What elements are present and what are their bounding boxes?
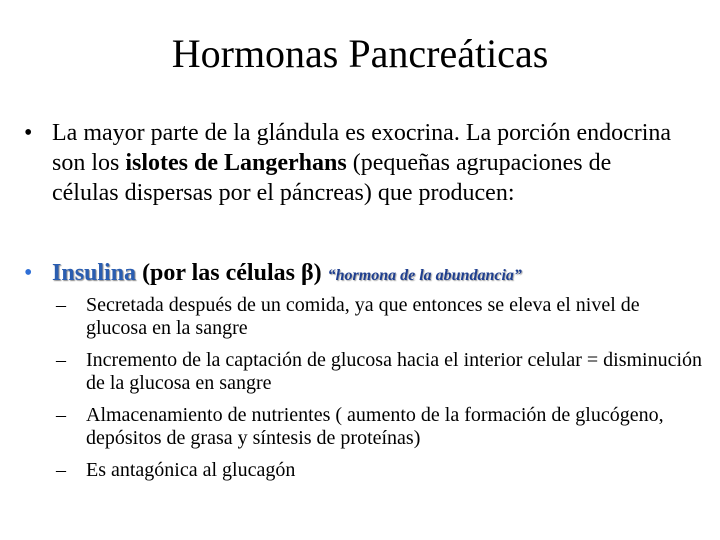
bullet-text-part2: (pequeñas agrupaciones de células dispersas por el páncreas) que producen: xyxy=(52,150,612,206)
list-item xyxy=(52,294,704,340)
dash-marker: – xyxy=(56,459,66,481)
list-item-text: Secretada después de un comida, ya que entonces se eleva el nivel de glucosa en la sangre xyxy=(86,294,640,339)
bullet-insulina xyxy=(24,258,674,291)
list-item-text: Es antagónica al glucagón xyxy=(86,459,296,481)
dash-marker: – xyxy=(56,404,66,426)
bullet-marker: • xyxy=(24,120,33,146)
list-item-text: Almacenamiento de nutrientes ( aumento de la formación de glucógeno, depósitos de grasa y síntesis de proteínas) xyxy=(86,404,664,449)
cells-close: ) xyxy=(313,260,322,286)
bullet-pancreas xyxy=(24,118,674,208)
bullet-marker: • xyxy=(24,260,33,286)
cells-text: (por las células xyxy=(136,260,301,286)
bullet-text xyxy=(52,258,674,291)
bullet-text xyxy=(52,118,674,208)
bullet-text-part1: La mayor parte de la glándula es exocrina. La porción endocrina son los xyxy=(52,120,672,176)
insulina-subitems xyxy=(52,294,704,491)
bullet-text-bold: islotes de Langerhans xyxy=(125,150,347,176)
list-item xyxy=(52,459,704,482)
dash-marker: – xyxy=(56,294,66,316)
slide-title: Hormonas Pancreáticas xyxy=(171,31,549,76)
dash-marker: – xyxy=(56,349,66,371)
hormone-name: Insulina xyxy=(52,260,137,286)
list-item xyxy=(52,404,704,450)
hormone-note: “hormona de la abundancia” xyxy=(327,267,522,284)
beta-symbol: β xyxy=(300,260,314,286)
list-item xyxy=(52,349,704,395)
list-item-text: Incremento de la captación de glucosa hacia el interior celular = disminución de la glucosa en sangre xyxy=(86,349,703,394)
